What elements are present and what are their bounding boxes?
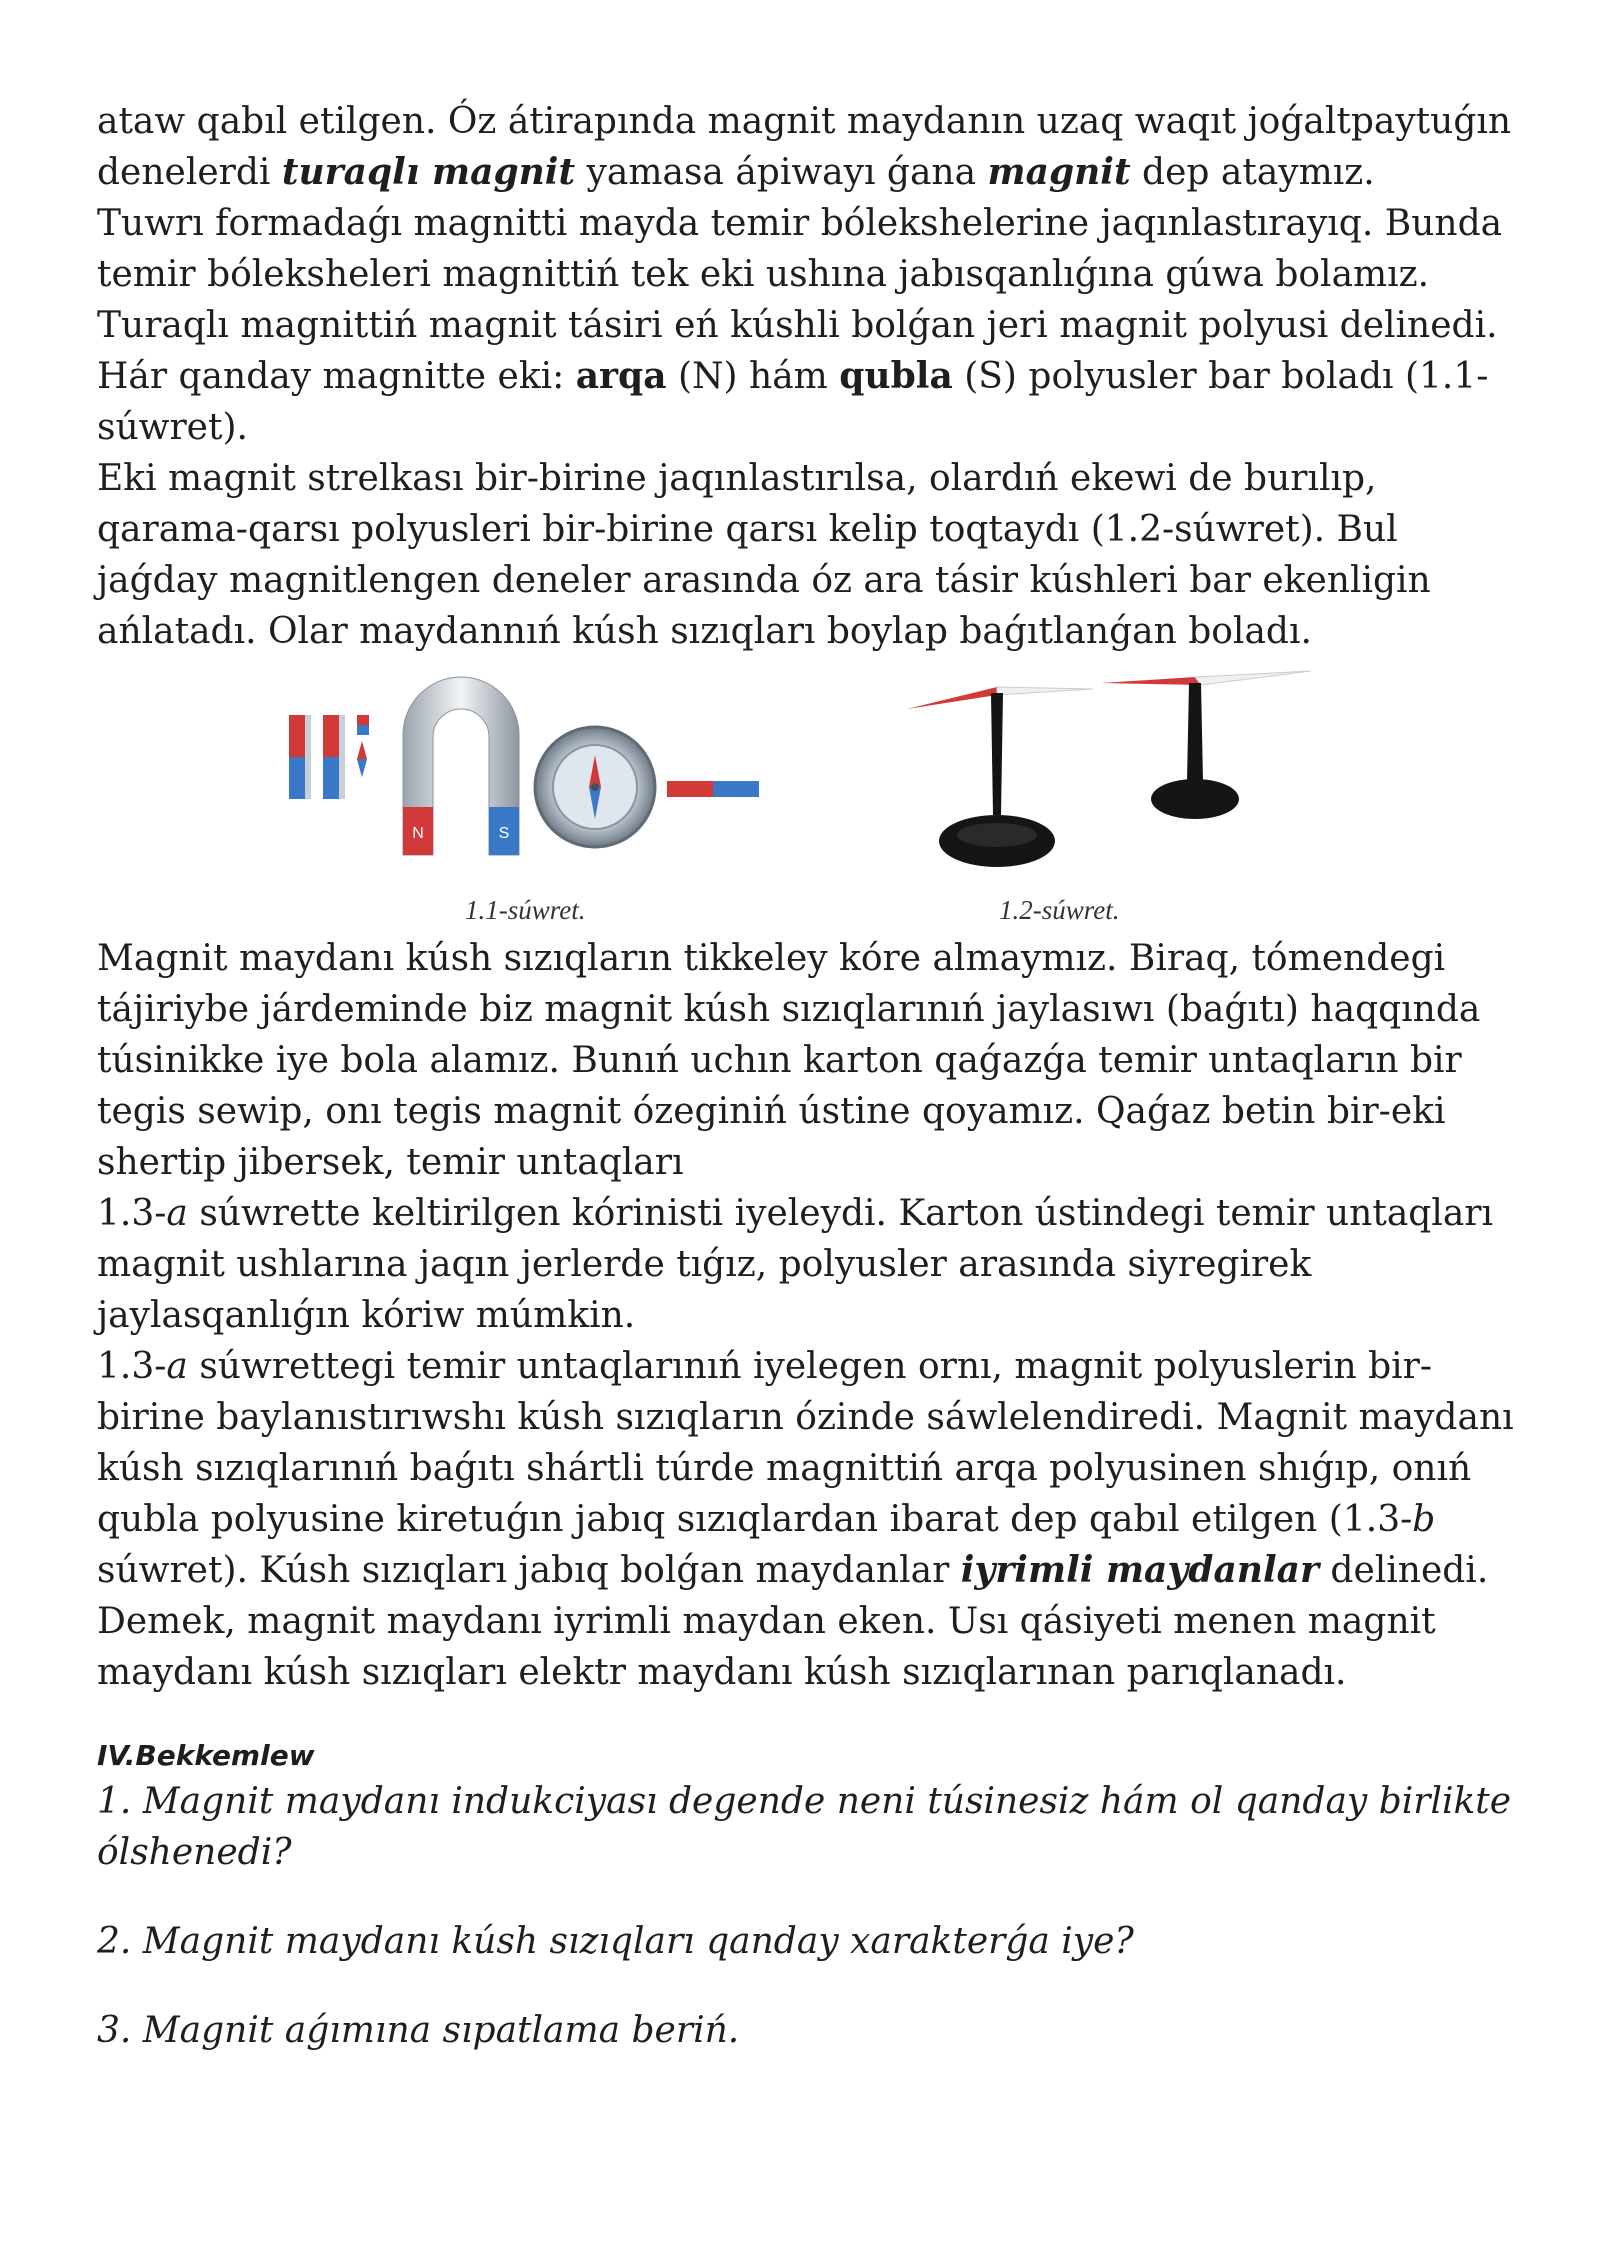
text-run: (S) polyusler bar boladı (1.1-súwret). [97,356,1489,448]
text-run: súwrette keltirilgen kórinisti iyeleydi. Karton ústindegi temir untaqları magnit ushlarına jaqın jerlerde tıǵız, polyusler arasında siyregirek jaylasqanlıǵın kóriw múmkin. [97,1193,1494,1336]
term-north: arqa [575,355,667,397]
term-vortex-fields: iyrimli maydanlar [960,1549,1319,1591]
text-run: ataw qabıl etilgen. Óz átirapında magnit maydanın uzaq waqıt joǵaltpaytuǵın denelerdi [97,101,1512,193]
section-heading: IV.Bekkemlew [97,1739,315,1772]
question-1: 1. Magnit maydanı indukciyası degende neni túsinesiz hám ol qanday birlikte ólshenedi? [97,1781,1512,1873]
bar-magnet-small-1 [289,715,311,799]
figure-1-2-magnetic-needles [905,665,1325,875]
text-run: (N) hám [666,356,840,397]
text-run: yamasa ápiwayı ǵana [575,152,988,193]
pole-label-s: S [498,825,510,842]
magnetic-needle-1 [907,687,1093,867]
magnetic-needle-2 [1101,671,1311,819]
paragraph-6: Magnit maydanı kúsh sızıqların tikkeley kóre almaymız. Biraq, tómendegi tájiriybe járdeminde biz magnit kúsh sızıqlarınıń jaylasıwı (baǵıtı) haqqında túsinikke iye bola alamız. Bunıń uchın karton qaǵazǵa temir untaqların bir tegis sewip, onı tegis magnit ózeginiń ústine qoyamız. Qaǵaz betin bir-eki shertip jibersek, temir untaqları [97,938,1481,1183]
text-run: delinedi. Demek, magnit maydanı iyrimli maydan eken. Usı qásiyeti menen magnit maydanı kúsh sızıqları elektr maydanı kúsh sızıqlarınan parıqlanadı. [97,1550,1489,1693]
horseshoe-magnet [403,677,519,855]
question-3: 3. Magnit aǵımına sıpatlama beriń. [97,2010,740,2051]
compass-icon [535,727,655,847]
figure-ref-a: a [166,1193,188,1234]
paragraph-3: Turaqlı magnittiń magnit tásiri eń kúshli bolǵan jeri magnit polyusi delinedi. [97,305,1498,346]
paragraph-4 [97,351,1517,453]
figure-1-2-caption: 1.2-súwret. [999,895,1120,925]
term-magnet: magnit [987,151,1131,193]
text-run: Hár qanday magnitte eki: [97,356,576,397]
needle-icon [357,741,367,777]
figure-ref-b: b [1412,1499,1436,1540]
figures-row [97,665,1517,933]
pole-label-n: N [412,825,424,842]
question-2: 2. Magnit maydanı kúsh sızıqları qanday xarakterǵa iye? [97,1921,1134,1962]
figure-1-1-magnets [283,675,899,885]
text-run: 1.3- [97,1193,167,1234]
text-run: súwrettegi temir untaqlarınıń iyelegen ornı, magnit polyuslerin bir-birine baylanıstırıwshı kúsh sızıqların ózinde sáwlelendiredi. Magnit maydanı kúsh sızıqlarınıń baǵıtı shártli túrde magnittiń arqa polyusinen shıǵıp, onıń qubla polyusine kiretuǵın jabıq sızıqlardan ibarat dep qabıl etilgen (1.3- [97,1346,1514,1540]
figure-ref-a: a [166,1346,188,1387]
bar-magnet-small-2 [323,715,345,799]
paragraph-1 [97,96,1517,198]
text-run: dep ataymız. [1130,152,1375,193]
bar-magnet-long [667,781,759,797]
text-run: 1.3- [97,1346,167,1387]
figure-1-1-caption: 1.1-súwret. [465,895,586,925]
page-content [97,96,1517,2056]
text-run: súwret). Kúsh sızıqları jabıq bolǵan maydanlar [97,1550,961,1591]
paragraph-5: Eki magnit strelkası bir-birine jaqınlastırılsa, olardıń ekewi de burılıp, qarama-qarsı polyusleri bir-birine qarsı kelip toqtaydı (1.2-súwret). Bul jaǵday magnitlengen deneler arasında óz ara tásir kúshleri bar ekenligin ańlatadı. Olar maydannıń kúsh sızıqları boylap baǵıtlanǵan boladı. [97,458,1431,652]
paragraph-2: Tuwrı formadaǵı magnitti mayda temir bólekshelerine jaqınlastırayıq. Bunda temir bóleksheleri magnittiń tek eki ushına jabısqanlıǵına gúwa bolamız. [97,203,1503,295]
bar-magnet-small-3 [357,715,369,735]
term-permanent-magnet: turaqlı magnit [281,151,576,193]
term-south: qubla [839,355,953,397]
paragraph-7 [97,1188,1517,1341]
paragraph-8 [97,1341,1517,1698]
